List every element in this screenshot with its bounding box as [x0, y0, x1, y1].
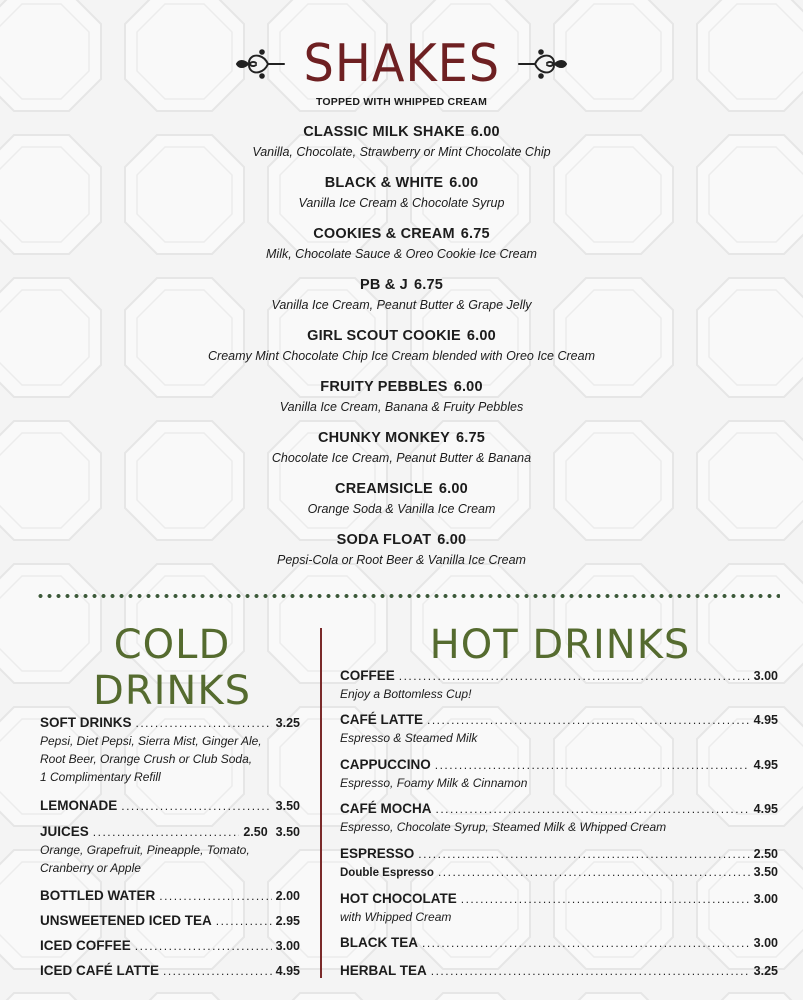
- drink-price: 2.95: [275, 914, 300, 928]
- cold-drink-item: [40, 887, 300, 905]
- shakes-subtitle: TOPPED WITH WHIPPED CREAM: [315, 96, 488, 108]
- shake-description: Chocolate Ice Cream, Peanut Butter & Banana: [271, 451, 532, 465]
- dot-leader: [431, 962, 750, 980]
- shake-name: SODA FLOAT: [336, 532, 432, 548]
- drink-subname: Double Espresso: [340, 867, 434, 879]
- vertical-divider: [320, 628, 322, 978]
- cold-drinks-title: [40, 622, 304, 714]
- drink-price: 4.95: [753, 758, 778, 772]
- dot-leader: [216, 912, 272, 930]
- shake-description: Orange Soda & Vanilla Ice Cream: [307, 502, 496, 516]
- dot-leader: [422, 934, 750, 952]
- shake-item: [0, 276, 803, 314]
- cold-drink-item: [40, 962, 300, 980]
- drink-name: LEMONADE: [40, 798, 118, 813]
- drink-name: HERBAL TEA: [340, 963, 427, 978]
- shake-description: Milk, Chocolate Sauce & Oreo Cookie Ice Cream: [266, 247, 537, 261]
- cold-drink-item: [40, 912, 300, 930]
- drink-name: ICED CAFÉ LATTE: [40, 963, 159, 978]
- shake-description: Vanilla Ice Cream & Chocolate Syrup: [298, 196, 505, 210]
- drink-name: BOTTLED WATER: [40, 888, 156, 903]
- drink-name: HOT CHOCOLATE: [340, 891, 457, 906]
- drink-description: Espresso, Chocolate Syrup, Steamed Milk & Whipped Cream: [340, 820, 667, 834]
- drink-price: 4.95: [275, 964, 300, 978]
- cold-drink-item: [40, 937, 300, 955]
- dot-leader: [418, 845, 749, 863]
- drink-price: 2.00: [275, 889, 300, 903]
- shake-price: 6.00: [449, 175, 479, 191]
- dotted-divider: [36, 593, 780, 599]
- drink-name: CAFÉ MOCHA: [340, 801, 432, 816]
- dot-leader: [93, 823, 240, 841]
- shake-item: [0, 327, 803, 365]
- cold-drink-item: [40, 714, 300, 786]
- shake-item: [0, 429, 803, 467]
- shake-price: 6.00: [466, 328, 496, 344]
- dot-leader: [438, 863, 750, 881]
- drink-description: Enjoy a Bottomless Cup!: [340, 687, 472, 701]
- shake-price: 6.00: [437, 532, 467, 548]
- shake-price: 6.75: [456, 430, 486, 446]
- drink-price: 3.25: [275, 716, 300, 730]
- hot-drink-item: [340, 934, 778, 952]
- shake-name: FRUITY PEBBLES: [320, 379, 448, 395]
- left-flourish-icon: [234, 47, 286, 81]
- drink-price: 3.00: [753, 892, 778, 906]
- drink-price: 3.00: [753, 936, 778, 950]
- drink-price: 2.50: [753, 847, 778, 861]
- shake-name: BLACK & WHITE: [324, 175, 444, 191]
- dot-leader: [159, 887, 271, 905]
- drink-description: 1 Complimentary Refill: [40, 770, 161, 784]
- shake-name: CLASSIC MILK SHAKE: [303, 124, 465, 140]
- hot-drink-item: [340, 890, 778, 926]
- drink-name: CAPPUCCINO: [340, 757, 431, 772]
- shake-item: [0, 480, 803, 518]
- drink-description: Espresso & Steamed Milk: [340, 731, 478, 745]
- cold-title-line1: COLD: [113, 622, 231, 668]
- hot-drink-item: [340, 800, 778, 836]
- drink-price: 3.50: [275, 799, 300, 813]
- drink-name: SOFT DRINKS: [40, 715, 132, 730]
- drink-price: 4.95: [753, 713, 778, 727]
- cold-drink-item: [40, 797, 300, 815]
- drink-description: Espresso, Foamy Milk & Cinnamon: [340, 776, 528, 790]
- drink-name: UNSWEETENED ICED TEA: [40, 913, 212, 928]
- shake-price: 6.00: [470, 124, 500, 140]
- dot-leader: [136, 714, 272, 732]
- hot-drink-item: [340, 667, 778, 703]
- dot-leader: [435, 756, 750, 774]
- dot-leader: [436, 800, 750, 818]
- hot-drink-item: [340, 711, 778, 747]
- dot-leader: [121, 797, 271, 815]
- shakes-header: [0, 36, 803, 92]
- shake-name: GIRL SCOUT COOKIE: [307, 328, 461, 344]
- drink-description: Orange, Grapefruit, Pineapple, Tomato,: [40, 843, 250, 857]
- dot-leader: [399, 667, 750, 685]
- hot-drink-item: [340, 962, 778, 980]
- cold-drink-item: [40, 823, 300, 877]
- drink-description: Root Beer, Orange Crush or Club Soda,: [40, 752, 253, 766]
- drink-price: 3.00: [753, 669, 778, 683]
- drink-name: COFFEE: [340, 668, 395, 683]
- dot-leader: [135, 937, 272, 955]
- drink-description: Pepsi, Diet Pepsi, Sierra Mist, Ginger Ale,: [40, 734, 262, 748]
- cold-title-line2: DRINKS: [93, 668, 251, 714]
- shake-price: 6.00: [453, 379, 483, 395]
- shake-description: Vanilla, Chocolate, Strawberry or Mint Chocolate Chip: [252, 145, 551, 159]
- shake-name: PB & J: [360, 277, 408, 293]
- shake-name: CREAMSICLE: [335, 481, 433, 497]
- shake-description: Creamy Mint Chocolate Chip Ice Cream blended with Oreo Ice Cream: [208, 349, 595, 363]
- drink-name: ICED COFFEE: [40, 938, 131, 953]
- drink-price-large: 3.50: [275, 825, 300, 839]
- shake-description: Pepsi-Cola or Root Beer & Vanilla Ice Cream: [277, 553, 526, 567]
- dot-leader: [461, 890, 750, 908]
- shake-name: CHUNKY MONKEY: [317, 430, 450, 446]
- hot-drinks-title: HOT DRINKS: [429, 622, 691, 668]
- hot-drink-item: [340, 845, 778, 882]
- shake-item: [0, 174, 803, 212]
- hot-drink-item: [340, 756, 778, 792]
- shake-item: [0, 531, 803, 569]
- drink-price: 2.50: [243, 825, 268, 839]
- drink-description: Cranberry or Apple: [40, 861, 141, 875]
- drink-name: JUICES: [40, 824, 89, 839]
- shakes-title: SHAKES: [303, 34, 500, 94]
- shake-item: [0, 123, 803, 161]
- shake-description: Vanilla Ice Cream, Banana & Fruity Pebbles: [279, 400, 524, 414]
- drink-name: BLACK TEA: [340, 935, 418, 950]
- right-flourish-icon: [517, 47, 569, 81]
- shake-price: 6.75: [460, 226, 490, 242]
- shake-name: COOKIES & CREAM: [313, 226, 455, 242]
- dot-leader: [427, 711, 750, 729]
- shake-item: [0, 378, 803, 416]
- dot-leader: [163, 962, 272, 980]
- drink-price: 3.25: [753, 964, 778, 978]
- shake-price: 6.75: [413, 277, 443, 293]
- drink-name: ESPRESSO: [340, 846, 415, 861]
- shake-description: Vanilla Ice Cream, Peanut Butter & Grape Jelly: [271, 298, 532, 312]
- drink-price: 3.00: [275, 939, 300, 953]
- drink-price: 4.95: [753, 802, 778, 816]
- drink-name: CAFÉ LATTE: [340, 712, 423, 727]
- shake-price: 6.00: [438, 481, 468, 497]
- drink-description: with Whipped Cream: [340, 910, 452, 924]
- drink-subprice: 3.50: [753, 865, 778, 879]
- shake-item: [0, 225, 803, 263]
